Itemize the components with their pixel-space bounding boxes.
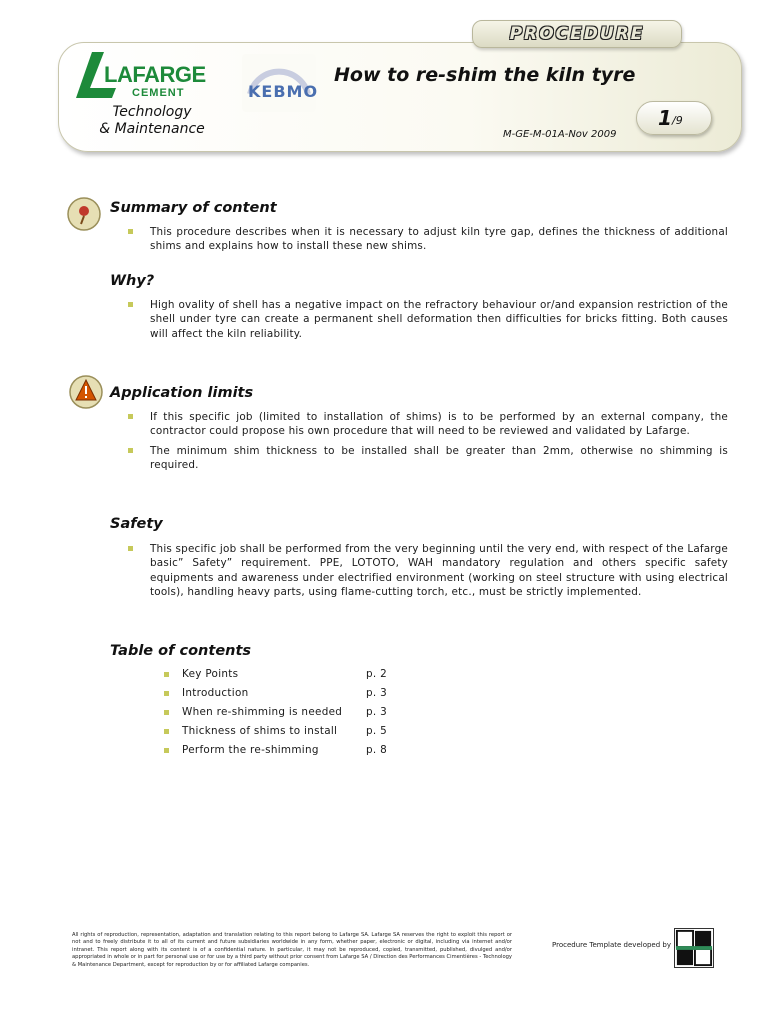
toc-item-page: p. 3 — [366, 687, 388, 699]
list-item: This procedure describes when it is necessary to adjust kiln tyre gap, defines the thickness of additional shims and explains how to install these new shims. — [128, 225, 728, 254]
legal-notice: All rights of reproduction, representation, adaptation and translation relating to this report belong to Lafarge SA. Lafarge SA reserves the right to exploit this report or not and to freely distribute it to all of its current and future subsidiaries worldwide in any form, whether paper, electronic or digital, including via internet and/or intranet. This report along with its content is of a confidential nature. In particular, it may not be reproduced, copied, transmitted, published, divulged and/or appropriated in whole or in part for personal use or for use by a third party without prior consent from Lafarge SA / Direction des Performances Cimentières - Technology & Maintenance Department, except for reproduction by or for affiliated Lafarge companies. — [72, 932, 512, 968]
safety-heading: Safety — [110, 516, 163, 532]
toc-item — [164, 687, 388, 706]
toc-item-label: Thickness of shims to install — [182, 725, 338, 737]
why-heading: Why? — [110, 273, 155, 289]
page-number: 1 — [658, 106, 672, 130]
logo-sub: CEMENT — [132, 87, 185, 99]
lafarge-logo — [76, 52, 226, 112]
why-list — [128, 298, 728, 346]
safety-list — [128, 542, 728, 605]
kebmo-logo — [242, 54, 319, 112]
department-line-2: & Maintenance — [99, 121, 205, 137]
limits-heading: Application limits — [110, 385, 254, 401]
limits-list — [128, 410, 728, 478]
toc-item-page: p. 5 — [366, 725, 388, 737]
department-line-1: Technology — [112, 104, 192, 120]
list-item: This specific job shall be performed from the very beginning until the very end, with respect of the Lafarge basic” Safety” requirement. PPE, LOTOTO, WAH mandatory regulation and others specific safety equipments and awareness under electrified environment (working on steel structure with using electrical tools), handling heavy parts, using flame-cutting torch, etc., must be strictly implemented. — [128, 542, 728, 600]
toc-item — [164, 744, 388, 763]
toc-list — [164, 668, 388, 763]
key-points-icon — [60, 190, 104, 234]
summary-list — [128, 225, 728, 259]
procedure-label: PROCEDURE — [509, 24, 645, 44]
toc-item-page: p. 3 — [366, 706, 388, 718]
toc-item-label: Key Points — [182, 668, 239, 680]
toc-item-page: p. 2 — [366, 668, 388, 680]
toc-item-page: p. 8 — [366, 744, 388, 756]
toc-item — [164, 668, 388, 687]
toc-item-label: When re-shimming is needed — [182, 706, 343, 718]
ckitc-logo — [674, 928, 714, 968]
toc-item — [164, 706, 388, 725]
list-item: If this specific job (limited to installation of shims) is to be performed by an external company, the contractor could propose his own procedure that will need to be reviewed and validated by Lafarge. — [128, 410, 728, 439]
template-credit: Procedure Template developed by — [552, 941, 671, 949]
procedure-tab — [472, 20, 682, 48]
list-item: High ovality of shell has a negative impact on the refractory behaviour or/and expansion restriction of the shell under tyre can create a permanent shell deformation then difficulties for bricks fitting. Both causes will affect the kiln reliability. — [128, 298, 728, 341]
toc-item — [164, 725, 388, 744]
logo-name: LAFARGE — [104, 62, 206, 87]
kebmo-text: KEBMO — [248, 82, 319, 101]
department-label — [62, 104, 242, 138]
summary-heading: Summary of content — [110, 200, 277, 216]
document-reference: M-GE-M-01A-Nov 2009 — [503, 129, 617, 140]
warning-icon — [62, 370, 106, 414]
toc-item-label: Introduction — [182, 687, 249, 699]
toc-item-label: Perform the re-shimming — [182, 744, 319, 756]
page-title: How to re-shim the kiln tyre — [334, 64, 636, 86]
list-item: The minimum shim thickness to be installed shall be greater than 2mm, otherwise no shimming is required. — [128, 444, 728, 473]
toc-heading: Table of contents — [110, 643, 252, 659]
page-total: /9 — [672, 114, 683, 127]
